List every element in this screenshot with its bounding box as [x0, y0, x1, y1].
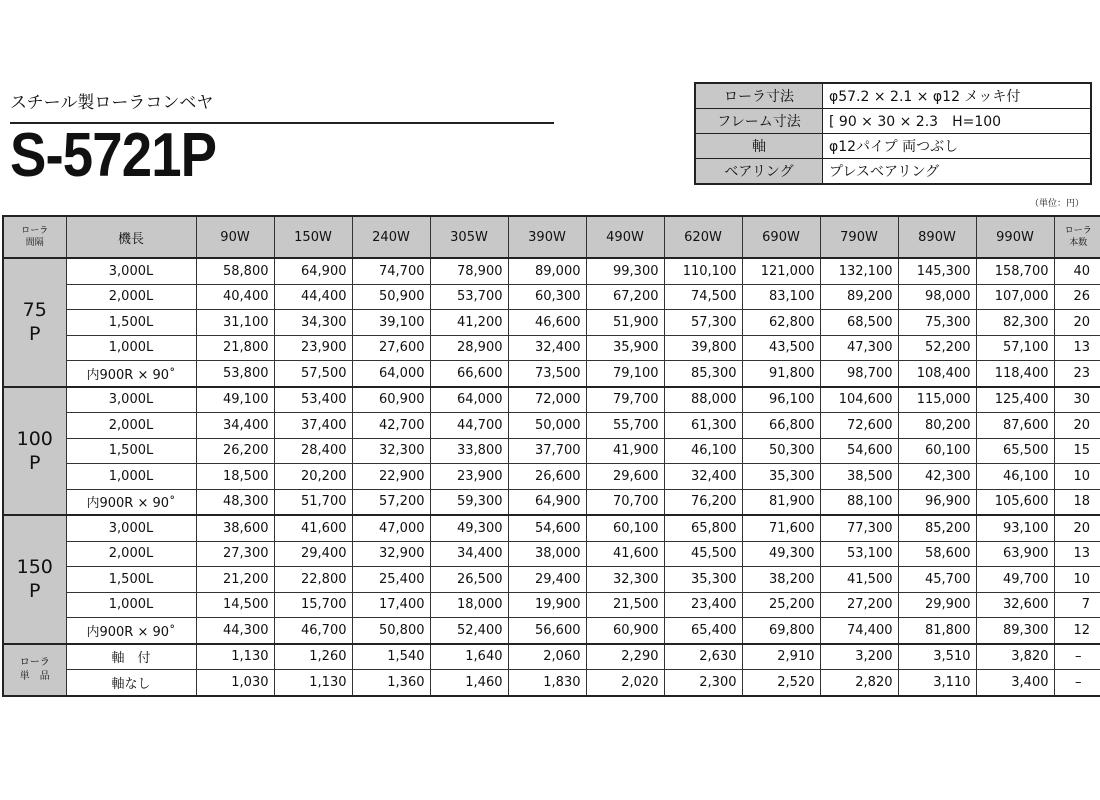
header-width: 890W [898, 216, 976, 258]
price-cell: 60,900 [586, 618, 664, 644]
price-cell: 80,200 [898, 413, 976, 439]
price-cell: 85,300 [664, 361, 742, 387]
price-cell: 75,300 [898, 310, 976, 336]
header-width: 390W [508, 216, 586, 258]
spec-label: ベアリング [695, 159, 823, 185]
price-cell: 61,300 [664, 413, 742, 439]
roller-count: 40 [1054, 258, 1100, 284]
price-cell: 2,300 [664, 670, 742, 696]
price-cell: 38,200 [742, 567, 820, 593]
price-cell: 46,600 [508, 310, 586, 336]
price-cell: 121,000 [742, 258, 820, 284]
price-cell: 1,030 [196, 670, 274, 696]
price-cell: 64,900 [508, 489, 586, 515]
table-row [3, 567, 1100, 593]
spec-value: プレスベアリング [823, 159, 1092, 185]
product-subtitle: スチール製ローラコンベヤ [10, 93, 214, 113]
price-cell: 125,400 [976, 387, 1054, 413]
price-cell: 32,600 [976, 592, 1054, 618]
roller-count: 20 [1054, 515, 1100, 541]
price-cell: 1,130 [274, 670, 352, 696]
price-cell: 32,400 [664, 464, 742, 490]
price-cell: 72,600 [820, 413, 898, 439]
price-cell: 87,600 [976, 413, 1054, 439]
price-cell: 98,000 [898, 284, 976, 310]
price-cell: 42,300 [898, 464, 976, 490]
row-length: 3,000L [66, 387, 196, 413]
price-cell: 50,800 [352, 618, 430, 644]
price-cell: 1,540 [352, 644, 430, 670]
row-length: 内900R × 90˚ [66, 361, 196, 387]
header-width: 690W [742, 216, 820, 258]
header-width: 305W [430, 216, 508, 258]
unit-note: （単位：円） [1030, 199, 1085, 209]
price-cell: 107,000 [976, 284, 1054, 310]
roller-count: 23 [1054, 361, 1100, 387]
price-cell: 27,200 [820, 592, 898, 618]
price-cell: 49,300 [430, 515, 508, 541]
price-cell: 27,600 [352, 335, 430, 361]
price-cell: 67,200 [586, 284, 664, 310]
roller-count: 13 [1054, 541, 1100, 567]
price-cell: 49,700 [976, 567, 1054, 593]
price-cell: 38,000 [508, 541, 586, 567]
price-cell: 74,400 [820, 618, 898, 644]
spec-row [695, 109, 1091, 134]
pitch-group-label: 75 P [3, 258, 66, 387]
price-cell: 77,300 [820, 515, 898, 541]
price-cell: 34,400 [196, 413, 274, 439]
price-cell: 2,910 [742, 644, 820, 670]
price-cell: 93,100 [976, 515, 1054, 541]
price-cell: 62,800 [742, 310, 820, 336]
price-cell: 53,700 [430, 284, 508, 310]
spec-value: [ 90 × 30 × 2.3 H=100 [823, 109, 1092, 134]
price-table [2, 215, 1100, 697]
spec-value: φ12パイプ 両つぶし [823, 134, 1092, 159]
price-cell: 74,700 [352, 258, 430, 284]
row-length: 2,000L [66, 284, 196, 310]
roller-count: 7 [1054, 592, 1100, 618]
header-roller-count: ローラ 本数 [1054, 216, 1100, 258]
price-cell: 65,800 [664, 515, 742, 541]
table-row [3, 644, 1100, 670]
price-cell: 89,300 [976, 618, 1054, 644]
price-cell: 96,100 [742, 387, 820, 413]
price-cell: 31,100 [196, 310, 274, 336]
price-cell: 49,300 [742, 541, 820, 567]
price-cell: 65,400 [664, 618, 742, 644]
roller-count: 26 [1054, 284, 1100, 310]
price-cell: 52,200 [898, 335, 976, 361]
price-cell: 38,500 [820, 464, 898, 490]
price-cell: 41,600 [586, 541, 664, 567]
price-cell: 44,400 [274, 284, 352, 310]
row-length: 1,000L [66, 592, 196, 618]
price-cell: 47,000 [352, 515, 430, 541]
price-cell: 46,100 [664, 438, 742, 464]
price-cell: 81,800 [898, 618, 976, 644]
price-cell: 2,820 [820, 670, 898, 696]
spec-row [695, 134, 1091, 159]
table-row [3, 464, 1100, 490]
roller-count: 18 [1054, 489, 1100, 515]
table-row [3, 515, 1100, 541]
price-cell: 35,300 [664, 567, 742, 593]
price-cell: 48,300 [196, 489, 274, 515]
row-length: 1,500L [66, 310, 196, 336]
price-cell: 40,400 [196, 284, 274, 310]
header-length: 機長 [66, 216, 196, 258]
price-cell: 115,000 [898, 387, 976, 413]
roller-count: – [1054, 644, 1100, 670]
price-cell: 66,800 [742, 413, 820, 439]
price-cell: 21,800 [196, 335, 274, 361]
price-cell: 35,300 [742, 464, 820, 490]
table-row [3, 335, 1100, 361]
price-cell: 76,200 [664, 489, 742, 515]
price-cell: 89,000 [508, 258, 586, 284]
price-cell: 66,600 [430, 361, 508, 387]
price-cell: 64,000 [352, 361, 430, 387]
spec-label: フレーム寸法 [695, 109, 823, 134]
price-cell: 45,700 [898, 567, 976, 593]
row-length: 3,000L [66, 515, 196, 541]
roller-count: 20 [1054, 413, 1100, 439]
roller-count: 13 [1054, 335, 1100, 361]
header-width: 150W [274, 216, 352, 258]
price-cell: 41,200 [430, 310, 508, 336]
price-table-header [3, 216, 1100, 258]
price-cell: 37,400 [274, 413, 352, 439]
price-cell: 53,400 [274, 387, 352, 413]
price-cell: 26,600 [508, 464, 586, 490]
price-cell: 72,000 [508, 387, 586, 413]
price-cell: 64,000 [430, 387, 508, 413]
header-width: 90W [196, 216, 274, 258]
price-cell: 39,100 [352, 310, 430, 336]
price-cell: 1,830 [508, 670, 586, 696]
price-cell: 54,600 [820, 438, 898, 464]
price-cell: 18,500 [196, 464, 274, 490]
price-cell: 59,300 [430, 489, 508, 515]
price-cell: 145,300 [898, 258, 976, 284]
price-cell: 28,400 [274, 438, 352, 464]
price-cell: 50,900 [352, 284, 430, 310]
roller-single-label: ローラ 単 品 [3, 644, 66, 696]
table-row [3, 489, 1100, 515]
price-cell: 49,100 [196, 387, 274, 413]
price-cell: 81,900 [742, 489, 820, 515]
price-cell: 63,900 [976, 541, 1054, 567]
header-width: 620W [664, 216, 742, 258]
price-cell: 3,400 [976, 670, 1054, 696]
table-row [3, 284, 1100, 310]
price-cell: 88,100 [820, 489, 898, 515]
price-cell: 89,200 [820, 284, 898, 310]
price-cell: 43,500 [742, 335, 820, 361]
price-cell: 23,900 [274, 335, 352, 361]
price-cell: 29,900 [898, 592, 976, 618]
roller-count: 10 [1054, 567, 1100, 593]
price-cell: 88,000 [664, 387, 742, 413]
price-cell: 52,400 [430, 618, 508, 644]
price-cell: 79,100 [586, 361, 664, 387]
price-cell: 14,500 [196, 592, 274, 618]
price-cell: 3,200 [820, 644, 898, 670]
price-cell: 32,300 [586, 567, 664, 593]
header-width: 240W [352, 216, 430, 258]
price-cell: 26,500 [430, 567, 508, 593]
price-cell: 44,300 [196, 618, 274, 644]
price-cell: 70,700 [586, 489, 664, 515]
price-cell: 32,400 [508, 335, 586, 361]
price-cell: 58,800 [196, 258, 274, 284]
price-cell: 56,600 [508, 618, 586, 644]
price-cell: 41,500 [820, 567, 898, 593]
spec-value: φ57.2 × 2.1 × φ12 メッキ付 [823, 83, 1092, 109]
price-cell: 27,300 [196, 541, 274, 567]
price-cell: 33,800 [430, 438, 508, 464]
price-cell: 55,700 [586, 413, 664, 439]
price-cell: 34,400 [430, 541, 508, 567]
row-length: 2,000L [66, 541, 196, 567]
price-cell: 17,400 [352, 592, 430, 618]
price-cell: 25,200 [742, 592, 820, 618]
price-cell: 37,700 [508, 438, 586, 464]
spec-table [694, 82, 1092, 185]
price-cell: 57,100 [976, 335, 1054, 361]
price-cell: 19,900 [508, 592, 586, 618]
table-row [3, 361, 1100, 387]
price-cell: 18,000 [430, 592, 508, 618]
header-width: 990W [976, 216, 1054, 258]
spec-row [695, 83, 1091, 109]
price-cell: 25,400 [352, 567, 430, 593]
price-cell: 47,300 [820, 335, 898, 361]
row-length: 2,000L [66, 413, 196, 439]
header-width: 490W [586, 216, 664, 258]
price-cell: 98,700 [820, 361, 898, 387]
price-cell: 79,700 [586, 387, 664, 413]
price-cell: 60,300 [508, 284, 586, 310]
price-cell: 3,820 [976, 644, 1054, 670]
price-cell: 57,200 [352, 489, 430, 515]
price-cell: 60,100 [898, 438, 976, 464]
price-cell: 2,520 [742, 670, 820, 696]
spec-row [695, 159, 1091, 185]
price-cell: 1,130 [196, 644, 274, 670]
price-cell: 78,900 [430, 258, 508, 284]
price-cell: 32,300 [352, 438, 430, 464]
roller-count: 20 [1054, 310, 1100, 336]
price-cell: 108,400 [898, 361, 976, 387]
price-cell: 105,600 [976, 489, 1054, 515]
price-cell: 69,800 [742, 618, 820, 644]
table-row [3, 310, 1100, 336]
price-cell: 38,600 [196, 515, 274, 541]
price-cell: 22,800 [274, 567, 352, 593]
price-cell: 44,700 [430, 413, 508, 439]
price-cell: 82,300 [976, 310, 1054, 336]
price-cell: 110,100 [664, 258, 742, 284]
table-row [3, 438, 1100, 464]
price-cell: 91,800 [742, 361, 820, 387]
spec-label: ローラ寸法 [695, 83, 823, 109]
row-length: 1,000L [66, 464, 196, 490]
row-length: 内900R × 90˚ [66, 618, 196, 644]
price-cell: 45,500 [664, 541, 742, 567]
price-cell: 29,400 [274, 541, 352, 567]
price-cell: 65,500 [976, 438, 1054, 464]
price-cell: 99,300 [586, 258, 664, 284]
price-cell: 1,260 [274, 644, 352, 670]
row-length: 軸 付 [66, 644, 196, 670]
price-cell: 21,200 [196, 567, 274, 593]
price-cell: 53,800 [196, 361, 274, 387]
price-cell: 74,500 [664, 284, 742, 310]
table-row [3, 618, 1100, 644]
row-length: 1,000L [66, 335, 196, 361]
roller-count: 12 [1054, 618, 1100, 644]
table-row [3, 541, 1100, 567]
price-cell: 57,500 [274, 361, 352, 387]
price-cell: 26,200 [196, 438, 274, 464]
price-cell: 46,100 [976, 464, 1054, 490]
price-cell: 21,500 [586, 592, 664, 618]
price-cell: 2,290 [586, 644, 664, 670]
price-cell: 50,300 [742, 438, 820, 464]
price-cell: 64,900 [274, 258, 352, 284]
row-length: 1,500L [66, 438, 196, 464]
price-cell: 60,900 [352, 387, 430, 413]
price-cell: 15,700 [274, 592, 352, 618]
price-cell: 3,510 [898, 644, 976, 670]
header-width: 790W [820, 216, 898, 258]
price-cell: 53,100 [820, 541, 898, 567]
table-row [3, 592, 1100, 618]
price-cell: 58,600 [898, 541, 976, 567]
row-length: 軸なし [66, 670, 196, 696]
price-cell: 22,900 [352, 464, 430, 490]
price-cell: 32,900 [352, 541, 430, 567]
price-cell: 3,110 [898, 670, 976, 696]
pitch-group-label: 150 P [3, 515, 66, 644]
price-cell: 85,200 [898, 515, 976, 541]
price-cell: 23,900 [430, 464, 508, 490]
price-cell: 23,400 [664, 592, 742, 618]
price-cell: 68,500 [820, 310, 898, 336]
price-cell: 96,900 [898, 489, 976, 515]
row-length: 内900R × 90˚ [66, 489, 196, 515]
price-cell: 51,700 [274, 489, 352, 515]
roller-count: – [1054, 670, 1100, 696]
header-roller-pitch: ローラ 間隔 [3, 216, 66, 258]
price-cell: 41,600 [274, 515, 352, 541]
price-cell: 34,300 [274, 310, 352, 336]
price-cell: 39,800 [664, 335, 742, 361]
price-cell: 71,600 [742, 515, 820, 541]
price-cell: 29,400 [508, 567, 586, 593]
price-cell: 35,900 [586, 335, 664, 361]
price-cell: 104,600 [820, 387, 898, 413]
price-cell: 46,700 [274, 618, 352, 644]
roller-count: 10 [1054, 464, 1100, 490]
price-cell: 83,100 [742, 284, 820, 310]
price-cell: 73,500 [508, 361, 586, 387]
table-row [3, 258, 1100, 284]
price-cell: 118,400 [976, 361, 1054, 387]
price-cell: 57,300 [664, 310, 742, 336]
price-cell: 2,630 [664, 644, 742, 670]
pitch-group-label: 100 P [3, 387, 66, 516]
price-cell: 2,020 [586, 670, 664, 696]
price-cell: 29,600 [586, 464, 664, 490]
table-row [3, 670, 1100, 696]
row-length: 3,000L [66, 258, 196, 284]
row-length: 1,500L [66, 567, 196, 593]
table-row [3, 387, 1100, 413]
price-cell: 1,360 [352, 670, 430, 696]
price-cell: 60,100 [586, 515, 664, 541]
price-cell: 158,700 [976, 258, 1054, 284]
price-cell: 1,640 [430, 644, 508, 670]
price-cell: 54,600 [508, 515, 586, 541]
roller-count: 30 [1054, 387, 1100, 413]
roller-count: 15 [1054, 438, 1100, 464]
spec-label: 軸 [695, 134, 823, 159]
price-cell: 41,900 [586, 438, 664, 464]
price-cell: 42,700 [352, 413, 430, 439]
price-cell: 51,900 [586, 310, 664, 336]
price-cell: 28,900 [430, 335, 508, 361]
price-cell: 20,200 [274, 464, 352, 490]
model-number: S-5721P [10, 121, 217, 190]
price-cell: 132,100 [820, 258, 898, 284]
table-row [3, 413, 1100, 439]
price-cell: 1,460 [430, 670, 508, 696]
price-cell: 50,000 [508, 413, 586, 439]
price-cell: 2,060 [508, 644, 586, 670]
